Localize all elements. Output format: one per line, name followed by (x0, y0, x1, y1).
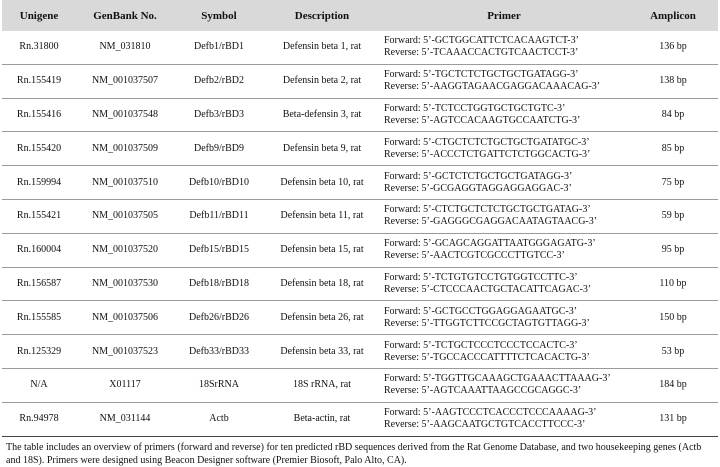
cell-genbank: NM_031144 (99, 413, 151, 425)
cell-amplicon: 84 bp (661, 108, 685, 120)
cell-symbol: Defb33/rBD33 (189, 345, 249, 357)
primer-forward: Forward: 5’-CTGCTCTCTGCTGCTGATATGC-3’ (384, 136, 590, 148)
cell-genbank: NM_031810 (99, 41, 151, 53)
cell-primer (380, 233, 628, 267)
table-row (2, 301, 718, 335)
primer-table (2, 0, 718, 437)
cell-amplicon: 59 bp (661, 210, 685, 222)
cell-amplicon: 85 bp (661, 142, 685, 154)
cell-description: Beta-actin, rat (293, 413, 351, 425)
cell-symbol: 18SrRNA (198, 379, 239, 391)
cell-unigene: N/A (30, 379, 48, 391)
primer-reverse: Reverse: 5’-GAGGGCGAGGACAATAGTAACG-3’ (384, 216, 598, 228)
cell-genbank: NM_001037548 (91, 108, 159, 120)
cell-primer (380, 368, 628, 402)
primer-forward: Forward: 5’-TCTGTGTCCTGTGGTCCTTC-3’ (384, 271, 578, 283)
header-symbol: Symbol (174, 0, 264, 31)
header-description: Description (264, 0, 380, 31)
cell-primer (380, 267, 628, 301)
cell-symbol: Defb26/rBD26 (189, 311, 249, 323)
cell-description: Defensin beta 33, rat (280, 345, 364, 357)
table-row (2, 199, 718, 233)
cell-amplicon: 136 bp (659, 41, 687, 53)
cell-unigene: Rn.156587 (16, 277, 62, 289)
table-row (2, 31, 718, 64)
cell-symbol: Defb2/rBD2 (194, 75, 244, 87)
header-primer: Primer (380, 0, 628, 31)
table-row (2, 98, 718, 132)
cell-primer (380, 335, 628, 369)
cell-symbol: Actb (209, 413, 229, 425)
cell-amplicon: 53 bp (661, 345, 685, 357)
cell-amplicon: 184 bp (659, 379, 687, 391)
cell-genbank: NM_001037523 (91, 345, 159, 357)
cell-unigene: Rn.31800 (19, 41, 59, 53)
cell-symbol: Defb18/rBD18 (189, 277, 249, 289)
primer-reverse: Reverse: 5’-TCAAACCACTGTCAACTCCT-3’ (384, 47, 579, 59)
cell-symbol: Defb11/rBD11 (189, 210, 249, 222)
cell-description: Defensin beta 15, rat (280, 244, 364, 256)
cell-description: Defensin beta 9, rat (282, 142, 362, 154)
cell-primer (380, 98, 628, 132)
cell-genbank: NM_001037510 (91, 176, 159, 188)
cell-primer (380, 166, 628, 200)
cell-primer (380, 64, 628, 98)
cell-amplicon: 95 bp (661, 244, 685, 256)
cell-description: Beta-defensin 3, rat (282, 108, 362, 120)
primer-reverse: Reverse: 5’-CTCCCAACTGCTACATTCAGAC-3’ (384, 283, 592, 295)
cell-symbol: Defb9/rBD9 (194, 142, 244, 154)
cell-symbol: Defb1/rBD1 (194, 41, 244, 53)
primer-forward: Forward: 5’-TGGTTGCAAAGCTGAAACTTAAAG-3’ (384, 373, 611, 385)
cell-unigene: Rn.160004 (16, 244, 62, 256)
table-caption: The table includes an overview of primers (forward and reverse) for ten predicted rBD sequences derived from the Rat Genome Database, and two housekeeping genes (Actb and 18S). Primers were designed using Beacon Designer software (Premier Biosoft, Palo Alto, CA). (6, 441, 702, 466)
header-genbank: GenBank No. (76, 0, 174, 31)
primer-reverse: Reverse: 5’-TTGGTCTTCCGCTAGTGTTAGG-3’ (384, 317, 590, 329)
cell-unigene: Rn.155585 (16, 311, 62, 323)
primer-reverse: Reverse: 5’-AACTCGTCGCCCTTGTCC-3’ (384, 250, 565, 262)
cell-unigene: Rn.155420 (16, 142, 62, 154)
table-row (2, 64, 718, 98)
table-row (2, 132, 718, 166)
cell-symbol: Defb15/rBD15 (189, 244, 249, 256)
cell-amplicon: 131 bp (659, 413, 687, 425)
cell-genbank: X01117 (109, 379, 141, 391)
cell-primer (380, 402, 628, 436)
cell-unigene: Rn.155419 (16, 75, 62, 87)
cell-genbank: NM_001037530 (91, 277, 159, 289)
cell-description: Defensin beta 26, rat (280, 311, 364, 323)
cell-description: Defensin beta 1, rat (282, 41, 362, 53)
primer-reverse: Reverse: 5’-AGTCAAATTAAGCCGCAGGC-3’ (384, 385, 582, 397)
table-row (2, 267, 718, 301)
cell-genbank: NM_001037507 (91, 75, 159, 87)
primer-reverse: Reverse: 5’-AAGGTAGAACGAGGACAAACAG-3’ (384, 81, 601, 93)
cell-primer (380, 132, 628, 166)
cell-amplicon: 138 bp (659, 75, 687, 87)
table-body (2, 31, 718, 436)
cell-symbol: Defb3/rBD3 (194, 108, 244, 120)
cell-genbank: NM_001037520 (91, 244, 159, 256)
primer-forward: Forward: 5’-GCAGCAGGATTAATGGGAGATG-3’ (384, 238, 596, 250)
primer-reverse: Reverse: 5’-GCGAGGTAGGAGGAGGAC-3’ (384, 182, 572, 194)
cell-unigene: Rn.159994 (16, 176, 62, 188)
cell-amplicon: 110 bp (659, 277, 687, 289)
primer-forward: Forward: 5’-GCTGCCTGGAGGAGAATGC-3’ (384, 305, 578, 317)
cell-amplicon: 75 bp (661, 176, 685, 188)
cell-symbol: Defb10/rBD10 (189, 176, 249, 188)
primer-forward: Forward: 5’-GCTGGCATTCTCACAAGTCT-3’ (384, 35, 579, 47)
cell-description: Defensin beta 11, rat (280, 210, 364, 222)
cell-primer (380, 301, 628, 335)
cell-amplicon: 150 bp (659, 311, 687, 323)
cell-unigene: Rn.155416 (16, 108, 62, 120)
cell-description: Defensin beta 10, rat (280, 176, 364, 188)
primer-forward: Forward: 5’-TCTCCTGGTGCTGCTGTC-3’ (384, 102, 566, 114)
cell-genbank: NM_001037505 (91, 210, 159, 222)
primer-reverse: Reverse: 5’-AAGCAATGCTGTCACCTTCCC-3’ (384, 419, 586, 431)
cell-description: 18S rRNA, rat (292, 379, 352, 391)
primer-forward: Forward: 5’-TGCTCTCTGCTGCTGATAGG-3’ (384, 69, 579, 81)
header-unigene: Unigene (2, 0, 76, 31)
table-header (2, 0, 718, 31)
cell-unigene: Rn.125329 (16, 345, 62, 357)
primer-reverse: Reverse: 5’-ACCCTCTGATTCTCTGGCACTG-3’ (384, 148, 591, 160)
table-row (2, 233, 718, 267)
primer-reverse: Reverse: 5’-TGCCACCCATTTTCTCACACTG-3’ (384, 351, 590, 363)
cell-description: Defensin beta 2, rat (282, 75, 362, 87)
primer-forward: Forward: 5’-CTCTGCTCTCTGCTGCTGATAG-3’ (384, 204, 591, 216)
primer-forward: Forward: 5’-GCTCTCTGCTGCTGATAGG-3’ (384, 170, 573, 182)
cell-description: Defensin beta 18, rat (280, 277, 364, 289)
table-row (2, 368, 718, 402)
primer-forward: Forward: 5’-TCTGCTCCCTCCCTCCACTC-3’ (384, 339, 578, 351)
cell-genbank: NM_001037506 (91, 311, 159, 323)
primer-reverse: Reverse: 5’-AGTCCACAAGTGCCAATCTG-3’ (384, 114, 581, 126)
table-row (2, 402, 718, 436)
cell-primer (380, 199, 628, 233)
cell-genbank: NM_001037509 (91, 142, 159, 154)
cell-primer (380, 31, 628, 64)
table-row (2, 335, 718, 369)
cell-unigene: Rn.94978 (19, 413, 59, 425)
table-row (2, 166, 718, 200)
header-amplicon: Amplicon (628, 0, 718, 31)
cell-unigene: Rn.155421 (16, 210, 62, 222)
primer-forward: Forward: 5’-AAGTCCCTCACCCTCCCAAAAG-3’ (384, 407, 597, 419)
